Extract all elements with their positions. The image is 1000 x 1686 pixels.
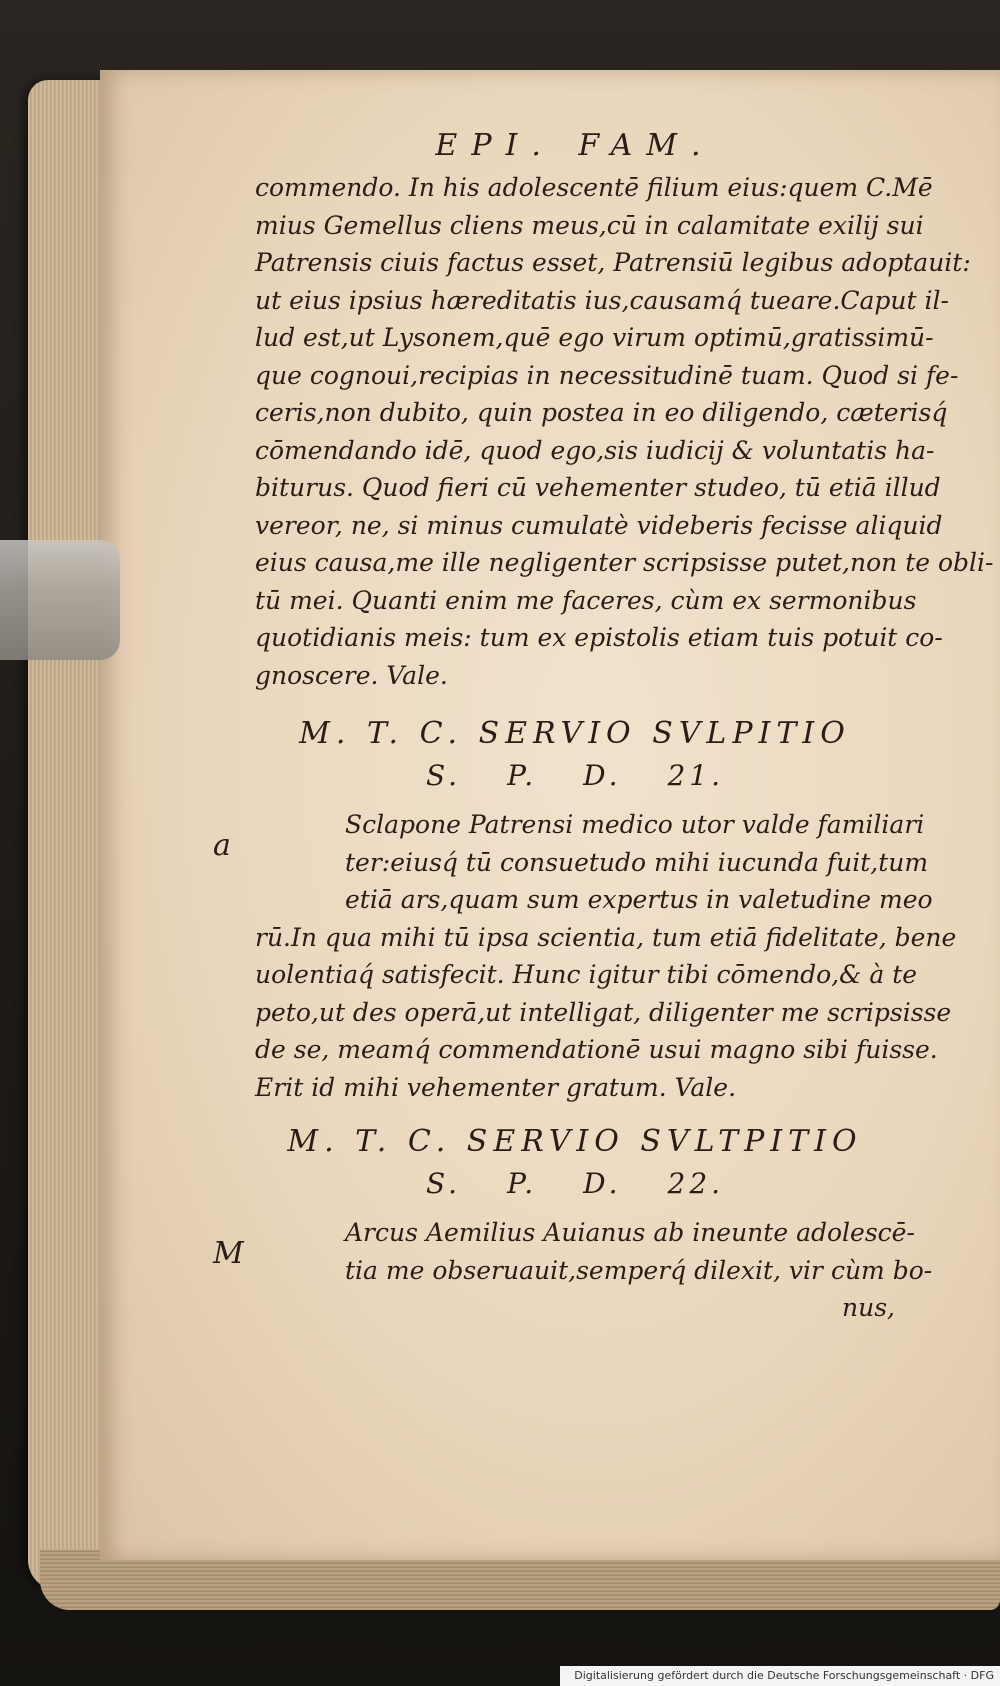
text-line: eius causa,me ille negligenter scripsisse putet,non te obli-	[255, 548, 994, 577]
letter-21	[213, 712, 957, 1106]
bookmark-clip	[0, 540, 120, 660]
text-line: Erit id mihi vehementer gratum. Vale.	[255, 1072, 737, 1102]
text-line: Sclapone Patrensi medico utor valde familiari	[345, 810, 925, 839]
letter-body	[213, 1214, 933, 1327]
text-line: ceris,non dubito, quin postea in eo diligendo, cæterisq́	[255, 398, 948, 427]
text-line: lud est,ut Lysonem,quē ego virum optimū,gratissimū-	[255, 323, 934, 352]
text-line: que cognoui,recipias in necessitudinē tuam. Quod si fe-	[255, 360, 959, 390]
page-fore-edges	[28, 80, 108, 1590]
letter-heading: M. T. C. SERVIO SVLPITIO	[299, 716, 851, 751]
digitization-credit: Digitalisierung gefördert durch die Deutsche Forschungsgemeinschaft · DFG	[560, 1666, 1000, 1686]
salutation-d: D.	[583, 1167, 622, 1200]
running-head: EPI. FAM.	[435, 128, 715, 163]
letter-20-body	[255, 169, 994, 694]
letter-number: 22.	[667, 1167, 725, 1200]
letter-salutation	[255, 1164, 895, 1204]
salutation-p: P.	[507, 1167, 538, 1200]
text-line: tū mei. Quanti enim me faceres, cùm ex sermonibus	[255, 585, 917, 615]
text-line: uolentiaq́ satisfecit. Hunc igitur tibi cōmendo,& à te	[255, 960, 918, 989]
text-line: de se, meamq́ commendationē usui magno sibi fuisse.	[255, 1035, 938, 1064]
letter-salutation	[255, 756, 895, 796]
catchword: nus,	[842, 1293, 895, 1322]
marginal-initial: M	[213, 1236, 244, 1271]
text-line: vereor, ne, si minus cumulatè videberis fecisse aliquid	[255, 510, 943, 540]
text-line: peto,ut des operā,ut intelligat, diligenter me scripsisse	[255, 997, 952, 1027]
page-text	[213, 128, 994, 1327]
letter-22	[213, 1120, 933, 1327]
salutation-p: P.	[507, 759, 538, 792]
text-line: quotidianis meis: tum ex epistolis etiam tuis potuit co-	[255, 623, 943, 652]
text-line: Patrensis ciuis factus esset, Patrensiū legibus adoptauit:	[255, 248, 971, 277]
text-line: gnoscere. Vale.	[255, 660, 448, 690]
text-line: rū.In qua mihi tū ipsa scientia, tum etiā fidelitate, bene	[255, 922, 957, 952]
text-line: biturus. Quod fieri cū vehementer studeo, tū etiā illud	[255, 473, 941, 502]
text-line: etiā ars,quam sum expertus in valetudine meo	[345, 885, 933, 914]
text-line: ter:eiusq́ tū consuetudo mihi iucunda fuit,tum	[345, 847, 929, 877]
letter-number: 21.	[667, 759, 725, 792]
salutation-s: S.	[425, 1167, 462, 1200]
text-line: commendo. In his adolescentē filium eius:quem C.Mē	[255, 173, 933, 202]
salutation-d: D.	[583, 759, 622, 792]
text-line: mius Gemellus cliens meus,cū in calamitate exilij sui	[255, 210, 924, 240]
text-line: tia me obseruauit,semperq́ dilexit, vir cùm bo-	[345, 1255, 933, 1285]
marginal-initial: a	[213, 828, 231, 863]
salutation-s: S.	[425, 759, 462, 792]
letter-body	[213, 806, 957, 1106]
text-line: cōmendando idē, quod ego,sis iudicij & voluntatis ha-	[255, 435, 935, 465]
text-line: Arcus Aemilius Auianus ab ineunte adolescē-	[345, 1218, 915, 1247]
letter-heading: M. T. C. SERVIO SVLTPITIO	[287, 1124, 863, 1159]
text-line: ut eius ipsius hæreditatis ius,causamq́ tueare.Caput il-	[255, 285, 949, 315]
